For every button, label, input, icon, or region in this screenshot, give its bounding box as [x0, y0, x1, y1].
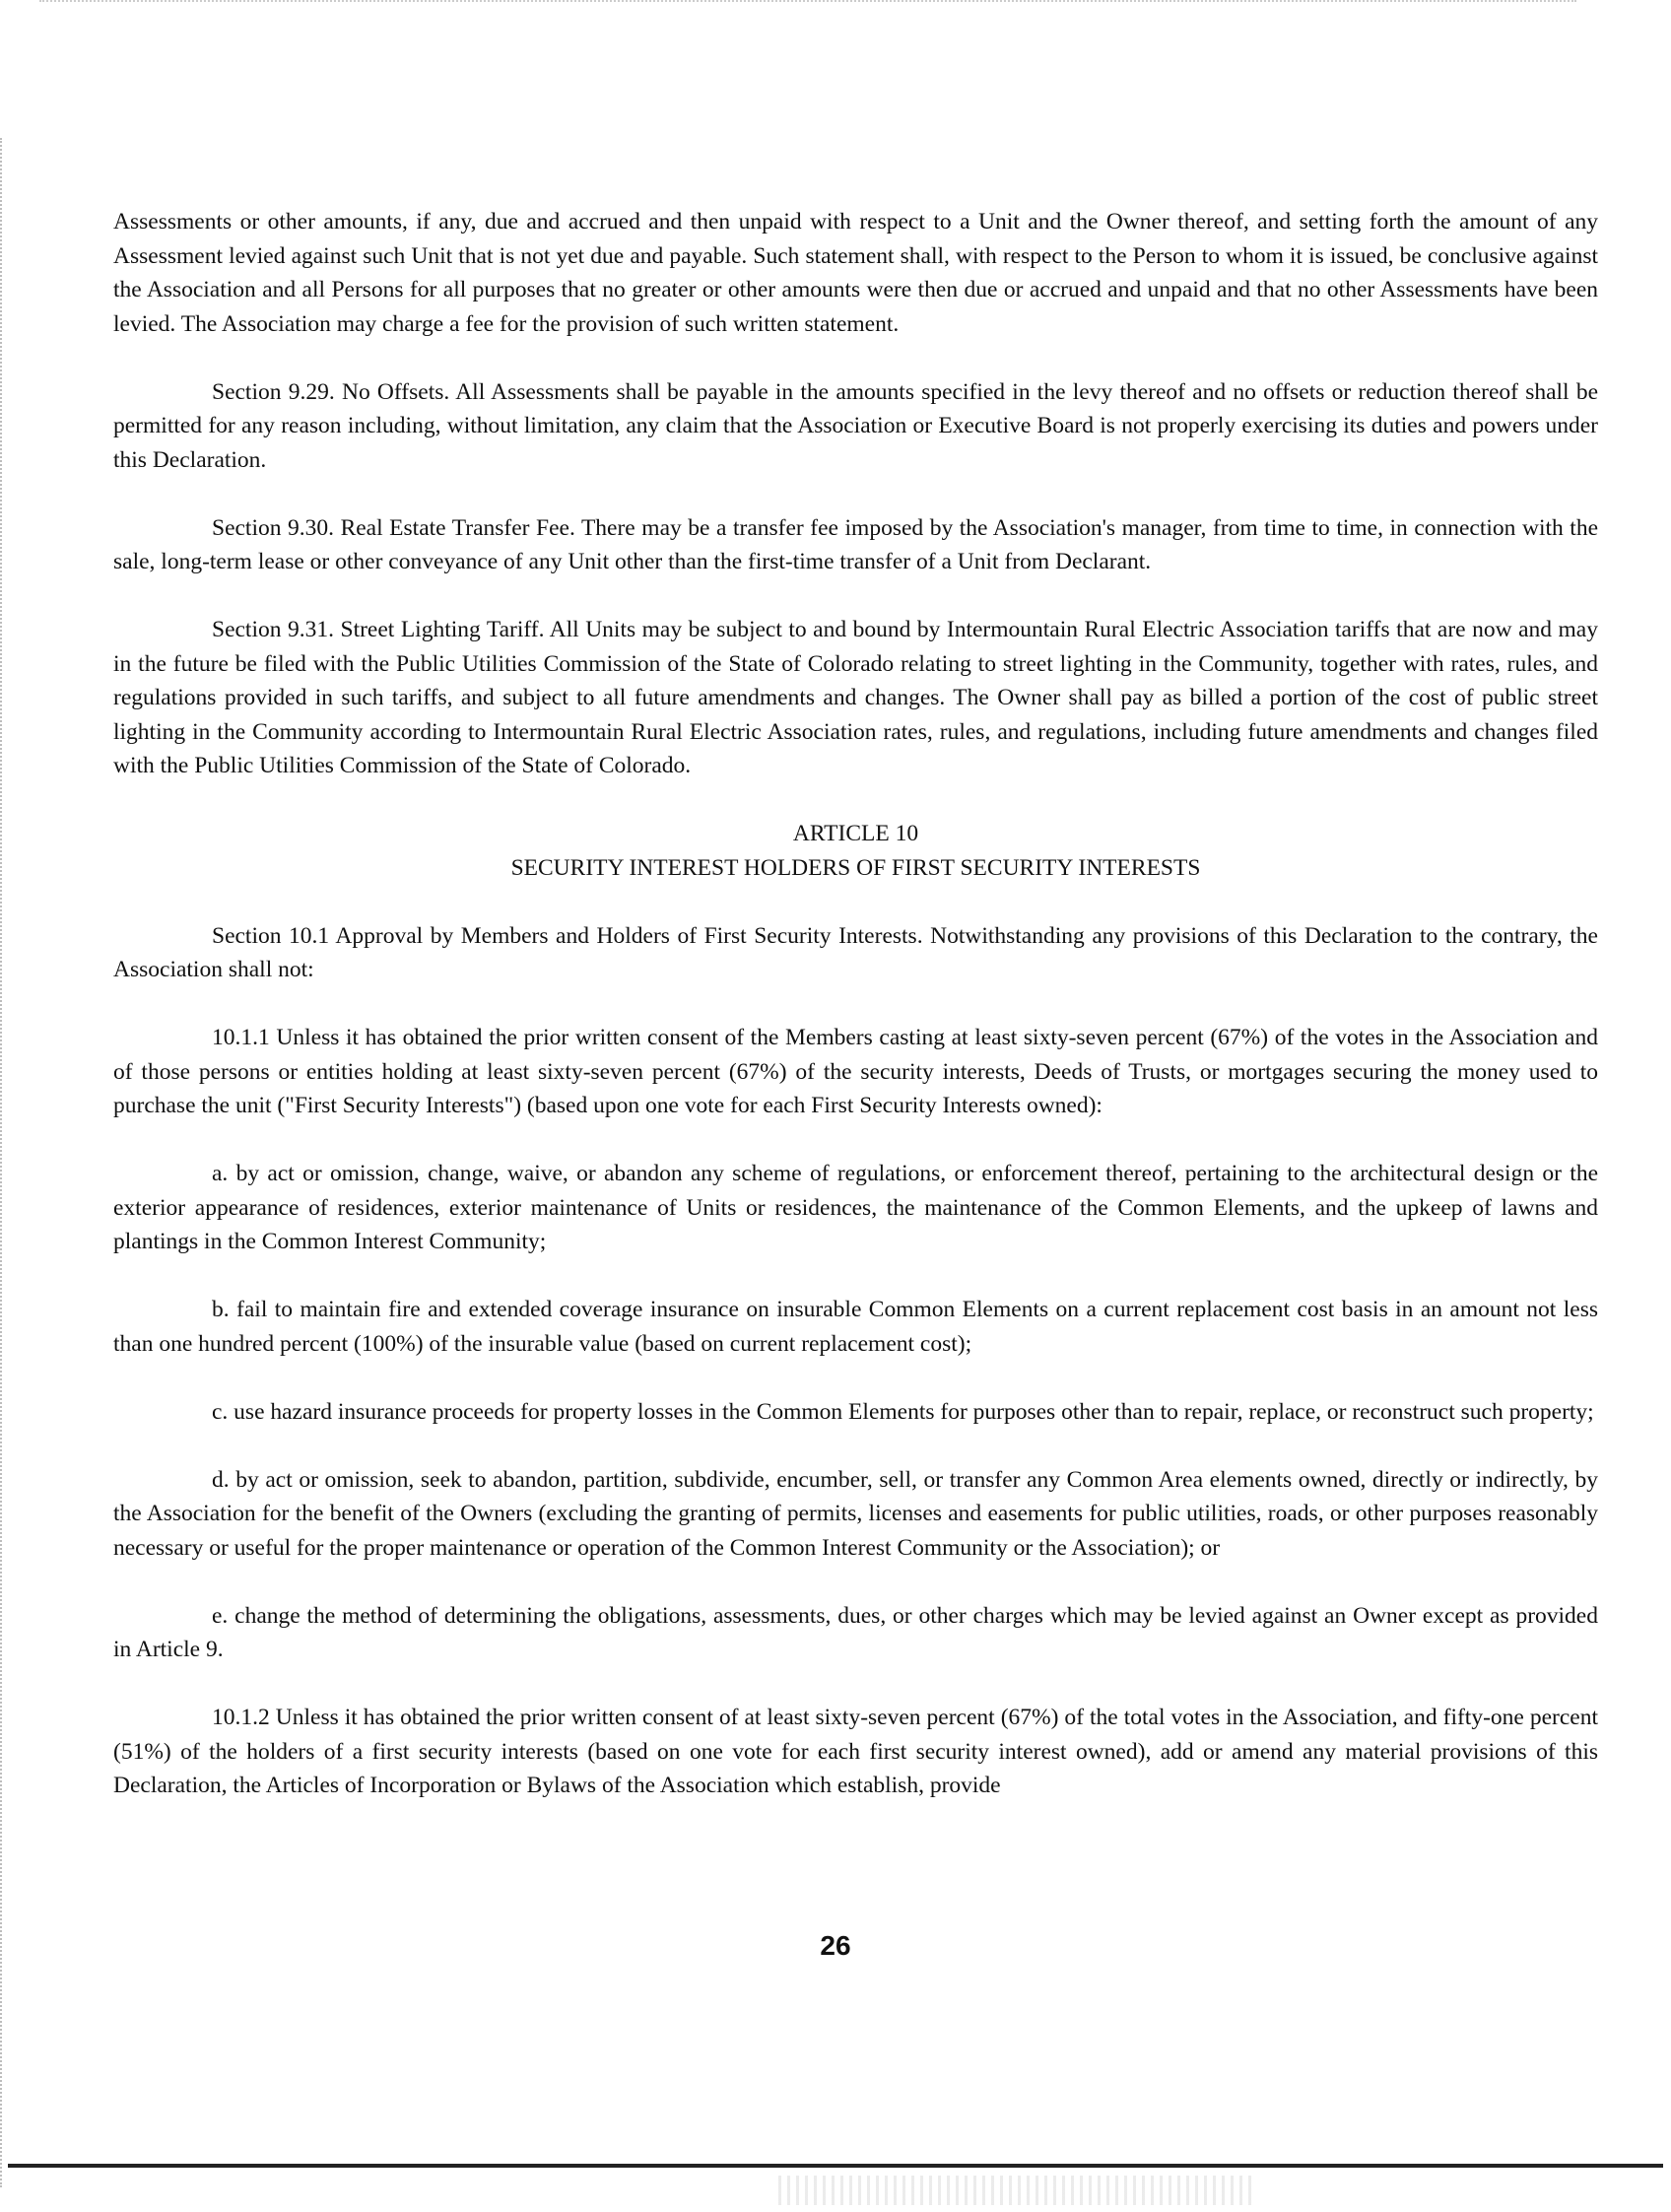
scan-edge-top — [39, 0, 1576, 6]
paragraph-10-1-2: 10.1.2 Unless it has obtained the prior written consent of at least sixty-seven percent (67%) of the total votes in the Association, and fifty-one percent (51%) of the holders of a first security interests (based on one vote for each first security interest owned), add or amend any material provisions of this Declaration, the Articles of Incorporation or Bylaws of the Association which establish, provide — [113, 1705, 1598, 1798]
scan-edge-left — [0, 138, 8, 2187]
document-body — [113, 205, 1598, 1837]
paragraph-section-10-1: Section 10.1 Approval by Members and Holders of First Security Interests. Notwithstanding any provisions of this Declaration to the contrary, the Association shall not: — [113, 922, 1598, 982]
paragraph-assessment-statement: Assessments or other amounts, if any, due and accrued and then unpaid with respect to a Unit and the Owner thereof, and setting forth the amount of any Assessment levied against such Unit that is not yet due and payable. Such statement shall, with respect to the Person to whom it is issued, be conclusive against the Association and all Persons for all purposes that no greater or other amounts were then due or accrued and unpaid and that no other Assessments have been levied. The Association may charge a fee for the provision of such written statement. — [113, 209, 1598, 337]
paragraph-item-e: e. change the method of determining the obligations, assessments, dues, or other charges which may be levied against an Owner except as provided in Article 9. — [113, 1602, 1598, 1662]
article-number: ARTICLE 10 — [792, 821, 919, 846]
paragraph-item-c: c. use hazard insurance proceeds for property losses in the Common Elements for purposes other than to repair, replace, or reconstruct such property; — [212, 1398, 1594, 1425]
paragraph-item-b: b. fail to maintain fire and extended coverage insurance on insurable Common Elements on a current replacement cost basis in an amount not less than one hundred percent (100%) of the insurable value (based on current replacement cost); — [113, 1297, 1598, 1357]
paragraph-section-9-29: Section 9.29. No Offsets. All Assessments shall be payable in the amounts specified in the levy thereof and no offsets or reduction thereof shall be permitted for any reason including, without limitation, any claim that the Association or Executive Board is not properly exercising its duties and powers under this Declaration. — [113, 378, 1598, 473]
paragraph-item-a: a. by act or omission, change, waive, or abandon any scheme of regulations, or enforcement thereof, pertaining to the architectural design or the exterior appearance of residences, exterior maintenance of Units or residences, the maintenance of the Common Elements, and the upkeep of lawns and plantings in the Common Interest Community; — [113, 1161, 1598, 1254]
paragraph-section-9-30: Section 9.30. Real Estate Transfer Fee. There may be a transfer fee imposed by the Association's manager, from time to time, in connection with the sale, long-term lease or other conveyance of any Unit other than the first-time transfer of a Unit from Declarant. — [113, 514, 1598, 574]
page-bottom-rule — [8, 2164, 1663, 2168]
paragraph-item-d: d. by act or omission, seek to abandon, partition, subdivide, encumber, sell, or transfer any Common Area elements owned, directly or indirectly, by the Association for the benefit of the Owners (excluding the granting of permits, licenses and easements for public utilities, roads, or other purposes reasonably necessary or useful for the proper maintenance or operation of the Common Interest Community or the Association); or — [113, 1466, 1598, 1561]
paragraph-section-9-31: Section 9.31. Street Lighting Tariff. All Units may be subject to and bound by Intermountain Rural Electric Association tariffs that are now and may in the future be filed with the Public Utilities Commission of the State of Colorado relating to street lighting in the Community, together with rates, rules, and regulations provided in such tariffs, and subject to all future amendments and changes. The Owner shall pay as billed a portion of the cost of public street lighting in the Community according to Intermountain Rural Electric Association rates, rules, and regulations, including future amendments and changes filed with the Public Utilities Commission of the State of Colorado. — [113, 617, 1598, 778]
scan-noise — [778, 2176, 1251, 2205]
article-heading — [113, 817, 1598, 885]
article-title: SECURITY INTEREST HOLDERS OF FIRST SECURITY INTERESTS — [510, 854, 1201, 881]
page-number: 26 — [820, 1930, 851, 1961]
paragraph-10-1-1: 10.1.1 Unless it has obtained the prior written consent of the Members casting at least sixty-seven percent (67%) of the votes in the Association and of those persons or entities holding at least sixty-seven percent (67%) of the security interests, Deeds of Trusts, or mortgages securing the money used to purchase the unit ("First Security Interests") (based upon one vote for each First Security Interests owned): — [113, 1025, 1598, 1118]
